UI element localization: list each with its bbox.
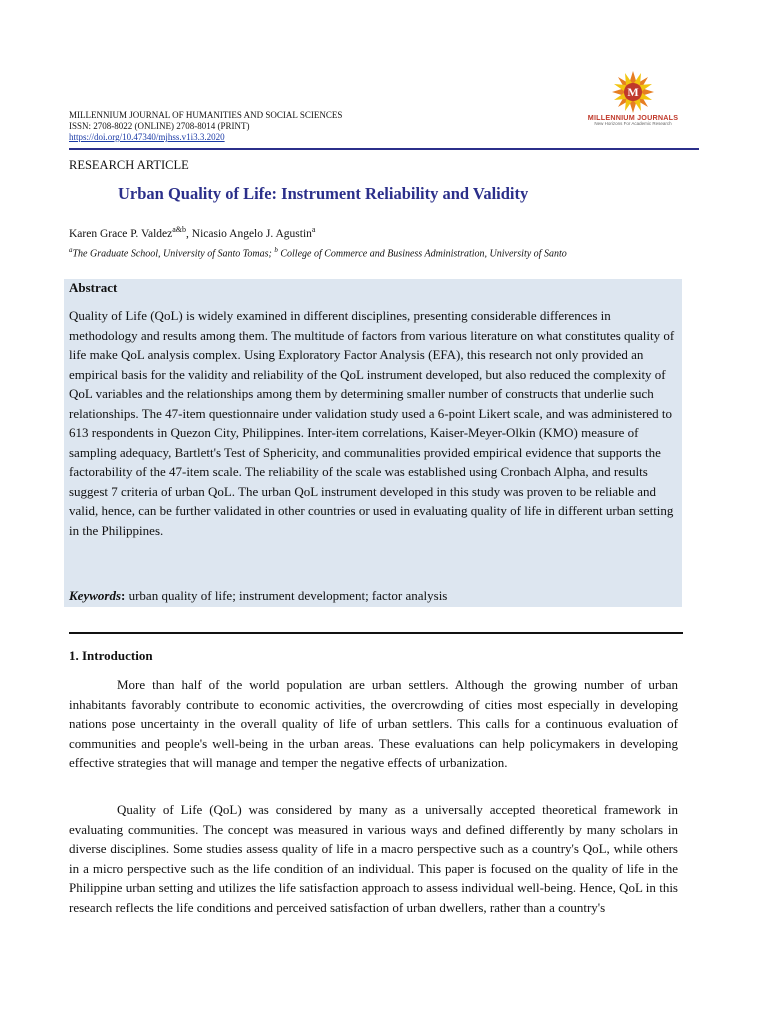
- publisher-logo: [578, 70, 688, 130]
- author-superscript: a&b: [172, 225, 187, 234]
- journal-header: [69, 110, 489, 143]
- intro-paragraph-1: More than half of the world population are urban settlers. Although the growing number of urban inhabitants favorably contribute to economic activities, the overcrowding of cities most especially in developing nations pose uncertainty in the overall quality of life of urban settlers. This calls for a continuous evaluation of communities and people's well-being in the urban areas. These evaluations can help policymakers in developing effective strategies that will manage and temper the negative effects of urbanization.: [69, 677, 678, 770]
- keywords-list: urban quality of life; instrument development; factor analysis: [125, 588, 448, 603]
- keywords-colon: :: [121, 588, 126, 603]
- sunburst-logo-icon: [578, 70, 688, 114]
- affiliation-marker: b: [274, 246, 278, 254]
- intro-paragraph-2: Quality of Life (QoL) was considered by many as a universally accepted theoretical framework in evaluating communities. The concept was measured in various ways and defined differently by many scholars in diverse disciplines. Some studies assess quality of life in a macro perspective such as a country's QoL, while others in a micro perspective such as the life condition of an individual. This paper is focused on the quality of life in the Philippine urban setting and utilizes the life satisfaction approach to assess individual well-being. Hence, QoL in this research reflects the life conditions and perceived satisfaction of urban dwellers, rather than a country's: [69, 802, 678, 915]
- logo-letter: M: [627, 85, 639, 99]
- author-separator: ,: [186, 227, 192, 240]
- author-name: Nicasio Angelo J. Agustin: [191, 227, 312, 240]
- affiliation-marker: a: [69, 246, 73, 254]
- author-line: [69, 225, 315, 240]
- logo-tagline: New Horizons For Academic Research: [594, 121, 672, 126]
- section-divider: [69, 632, 683, 634]
- keywords-label: Keywords: [69, 588, 121, 603]
- keywords-line: [69, 588, 447, 604]
- header-divider: [69, 148, 699, 150]
- logo-name: MILLENNIUM JOURNALS: [587, 113, 679, 122]
- abstract-heading: Abstract: [69, 280, 118, 295]
- article-type: RESEARCH ARTICLE: [69, 158, 189, 172]
- affiliation-a: The Graduate School, University of Santo Tomas;: [72, 248, 275, 260]
- journal-issn: ISSN: 2708-8022 (ONLINE) 2708-8014 (PRINT): [69, 121, 250, 131]
- section-heading-introduction: 1. Introduction: [69, 648, 153, 663]
- author-name: Karen Grace P. Valdez: [69, 227, 173, 240]
- affiliation-b: College of Commerce and Business Administration, University of Santo: [277, 248, 567, 260]
- abstract-text: Quality of Life (QoL) is widely examined in different disciplines, presenting considerable differences in methodology and results among them. The multitude of factors from various literature on what constitutes quality of life make QoL analysis complex. Using Exploratory Factor Analysis (EFA), this research not only provided an empirical basis for the validity and reliability of the QoL instrument developed, but also reduced the complexity of QoL variables and the relationships among them by determining smaller number of constructs that underlie such relationships. The 47-item questionnaire under validation study used a 6-point Likert scale, and was administered to 613 respondents in Quezon City, Philippines. Inter-item correlations, Kaiser-Meyer-Olkin (KMO) measure of sampling adequacy, Bartlett's Test of Sphericity, and communalities provided empirical evidence that supports the factorability of the 47-item scale. The reliability of the scale was established using Cronbach Alpha, and results suggest 7 criteria of urban QoL. The urban QoL instrument developed in this study was proven to be reliable and valid, hence, can be further validated in other countries or used in evaluating quality of life in different urban setting in the Philippines.: [69, 308, 675, 538]
- journal-name: MILLENNIUM JOURNAL OF HUMANITIES AND SOCIAL SCIENCES: [69, 110, 343, 120]
- author-superscript: a: [311, 225, 316, 234]
- paper-title: Urban Quality of Life: Instrument Reliability and Validity: [118, 184, 529, 203]
- affiliations: [69, 246, 567, 259]
- doi-link[interactable]: https://doi.org/10.47340/mjhss.v1i3.3.2020: [69, 132, 225, 142]
